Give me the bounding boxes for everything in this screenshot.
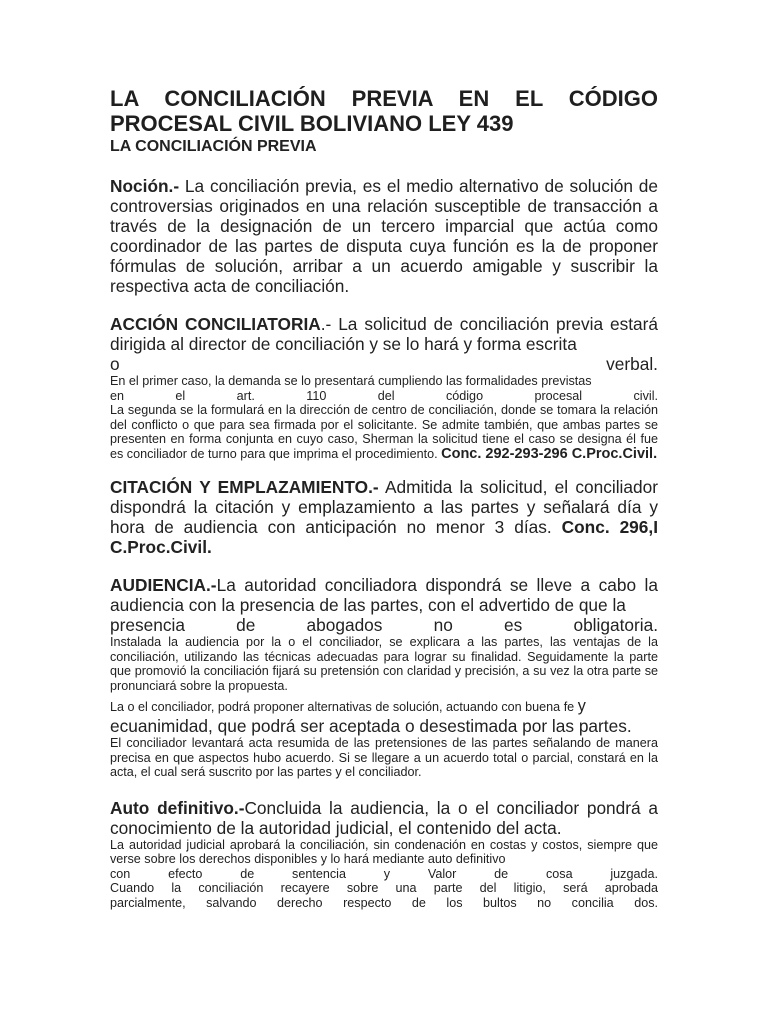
accion-heading: ACCIÓN CONCILIATORIA xyxy=(110,314,321,334)
audiencia-heading: AUDIENCIA.- xyxy=(110,575,217,595)
section-audiencia xyxy=(110,575,658,780)
section-nocion xyxy=(110,176,658,296)
document-content xyxy=(110,86,658,910)
section-accion xyxy=(110,314,658,461)
accion-small-3: La segunda se la formulará en la dirección de centro de conciliación, donde se tomara la relación del conflicto o que para sea firmada por el solicitante. Se admite también, que ambas partes se presenten en forma conjunta en cuyo caso, Sherman la solicitud tiene el caso se designa él fue es conciliador de turno para que imprima el procedimiento. xyxy=(110,403,658,461)
section-citacion xyxy=(110,477,658,557)
audiencia-big-y: y xyxy=(577,697,586,715)
citacion-text: Admitida la solicitud, el conciliador dispondrá la citación y emplazamiento a las partes y señalará día y hora de audiencia con anticipación no menor 3 días. xyxy=(110,477,658,537)
audiencia-text-c: ecuanimidad, que podrá ser aceptada o desestimada por las partes. xyxy=(110,716,632,736)
title-line-2: PROCESAL CIVIL BOLIVIANO LEY 439 xyxy=(110,111,514,136)
accion-text-b: o verbal. xyxy=(110,354,658,374)
citacion-paragraph xyxy=(110,477,658,557)
auto-small-3: Cuando la conciliación recayere sobre una parte del litigio, será aprobada xyxy=(110,881,658,895)
auto-small-2: con efecto de sentencia y Valor de cosa juzgada. xyxy=(110,866,658,881)
audiencia-small-3: El conciliador levantará acta resumida de las pretensiones de las partes señalando de manera precisa en que aspectos hubo acuerdo. Si se llegare a un acuerdo total o parcial, constará en la acta, el cual será suscrito por las partes y el conciliador. xyxy=(110,736,658,779)
accion-small-3-block xyxy=(110,403,658,461)
nocion-text: La conciliación previa, es el medio alternativo de solución de controversias originados en una relación susceptible de transacción a través de la designación de un tercero imparcial que actúa como coordinador de las partes de disputa cuya función es la de proponer fórmulas de solución, arribar a un acuerdo amigable y suscribir la respectiva acta de conciliación. xyxy=(110,176,658,296)
accion-small-2: en el art. 110 del código procesal civil. xyxy=(110,388,658,403)
citacion-heading: CITACIÓN Y EMPLAZAMIENTO.- xyxy=(110,477,379,497)
subtitle: LA CONCILIACIÓN PREVIA xyxy=(110,138,317,155)
auto-small-1: La autoridad judicial aprobará la conciliación, sin condenación en costas y costos, siempre que verse sobre los derechos disponibles y lo hará mediante auto definitivo xyxy=(110,837,658,866)
nocion-heading: Noción.- xyxy=(110,176,180,196)
audiencia-text-b: presencia de abogados no es obligatoria. xyxy=(110,615,658,635)
audiencia-small-2: La o el conciliador, podrá proponer alternativas de solución, actuando con buena fe xyxy=(110,700,575,714)
title-line-1: LA CONCILIACIÓN PREVIA EN EL CÓDIGO xyxy=(110,86,658,111)
citacion-reference: Conc. 296,I C.Proc.Civil. xyxy=(110,517,658,557)
auto-text: Concluida la audiencia, la o el conciliador pondrá a conocimiento de la autoridad judicial, el contenido del acta. xyxy=(110,797,658,838)
audiencia-text-a: La autoridad conciliadora dispondrá se lleve a cabo la audiencia con la presencia de las partes, con el advertido de que la xyxy=(110,575,658,615)
audiencia-paragraph xyxy=(110,575,658,615)
nocion-paragraph xyxy=(110,176,658,296)
auto-paragraph xyxy=(110,798,658,838)
accion-text-a: .- La solicitud de conciliación previa estará dirigida al director de conciliación y se lo hará y forma escrita xyxy=(110,314,658,354)
page-title xyxy=(110,86,658,136)
audiencia-small-1: Instalada la audiencia por la o el conciliador, se explicara a las partes, las ventajas de la conciliación, utilizando las técnicas adecuadas para lograr su finalidad. Seguidamente la parte que promovió la conciliación fijará su pretensión con claridad y precisión, a su vez la otra parte se pronunciará sobre la propuesta. xyxy=(110,635,658,693)
accion-reference: Conc. 292-293-296 C.Proc.Civil. xyxy=(441,445,658,462)
auto-small-4: parcialmente, salvando derecho respecto de los bultos no concilia dos. xyxy=(110,895,658,910)
auto-heading: Auto definitivo.- xyxy=(110,797,245,818)
accion-paragraph xyxy=(110,314,658,354)
audiencia-small-2-line xyxy=(110,696,658,716)
accion-small-1: En el primer caso, la demanda se lo presentará cumpliendo las formalidades previstas xyxy=(110,374,592,388)
section-auto xyxy=(110,798,658,911)
